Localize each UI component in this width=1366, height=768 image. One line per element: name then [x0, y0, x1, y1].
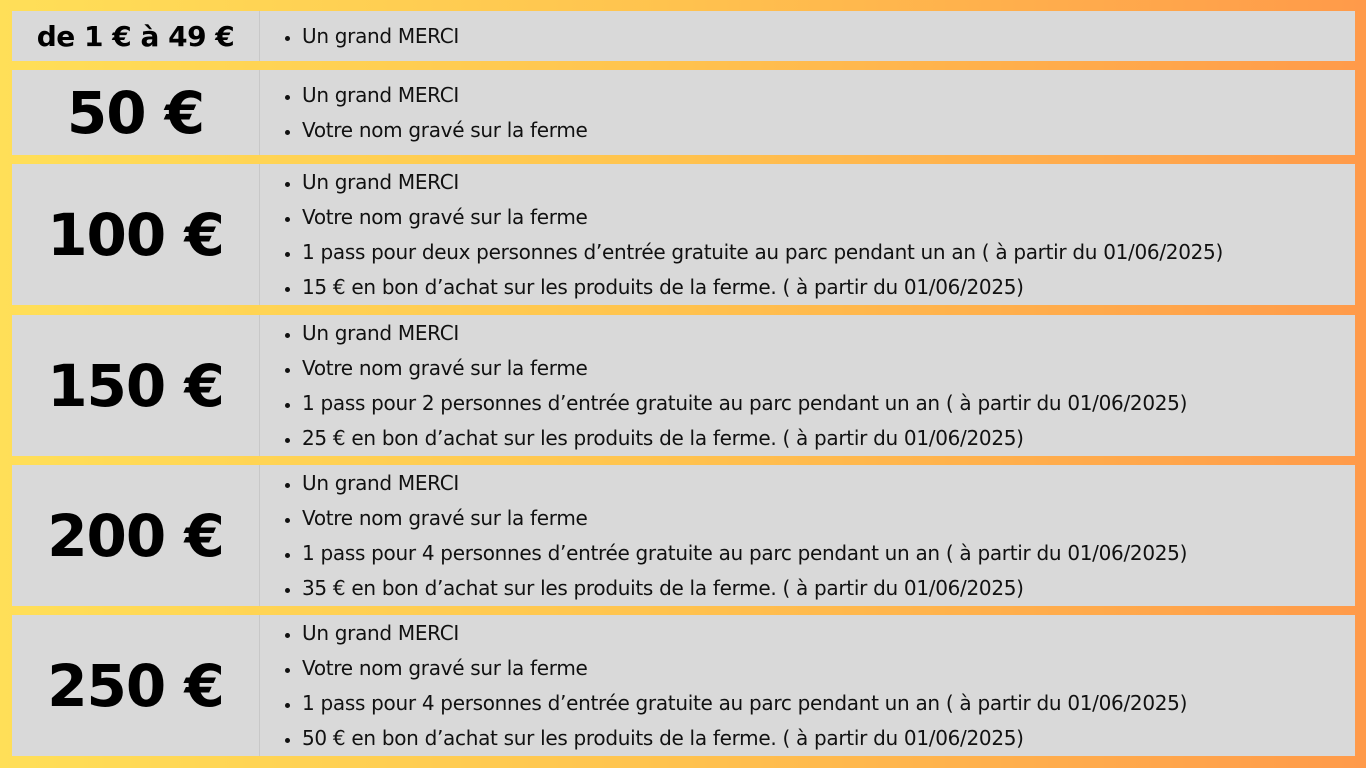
benefit-item: • 1 pass pour deux personnes d’entrée gratuite au parc pendant un an ( à partir du 01/06/2025) — [302, 235, 1355, 270]
tier-amount: de 1 € à 49 € — [12, 11, 260, 61]
tier-benefits-list — [260, 164, 1355, 305]
benefit-item: • 1 pass pour 2 personnes d’entrée gratuite au parc pendant un an ( à partir du 01/06/2025) — [302, 386, 1355, 421]
benefit-item: • Votre nom gravé sur la ferme — [302, 651, 1355, 686]
benefit-item: • Un grand MERCI — [302, 165, 1355, 200]
tier-amount: 50 € — [12, 70, 260, 155]
tier-benefits-list — [260, 615, 1355, 756]
benefit-item: • Votre nom gravé sur la ferme — [302, 200, 1355, 235]
benefit-item: • 25 € en bon d’achat sur les produits de la ferme. ( à partir du 01/06/2025) — [302, 421, 1355, 456]
benefit-item: • 35 € en bon d’achat sur les produits de la ferme. ( à partir du 01/06/2025) — [302, 571, 1355, 606]
tier-row-100 — [12, 164, 1355, 305]
tier-benefits-list — [260, 465, 1355, 606]
tier-row-200 — [12, 465, 1355, 606]
benefit-item: • Un grand MERCI — [302, 466, 1355, 501]
benefit-item: • 1 pass pour 4 personnes d’entrée gratuite au parc pendant un an ( à partir du 01/06/2025) — [302, 536, 1355, 571]
tier-amount: 250 € — [12, 615, 260, 756]
tier-amount: 150 € — [12, 315, 260, 456]
benefit-item: • Votre nom gravé sur la ferme — [302, 351, 1355, 386]
benefit-item: • Un grand MERCI — [302, 316, 1355, 351]
tier-row-250 — [12, 615, 1355, 756]
benefit-item: • Un grand MERCI — [302, 19, 1355, 54]
benefit-item: • Un grand MERCI — [302, 616, 1355, 651]
benefit-item: • 50 € en bon d’achat sur les produits de la ferme. ( à partir du 01/06/2025) — [302, 721, 1355, 756]
benefit-item: • Votre nom gravé sur la ferme — [302, 501, 1355, 536]
tier-amount: 100 € — [12, 164, 260, 305]
benefit-item: • Un grand MERCI — [302, 78, 1355, 113]
tier-row-150 — [12, 315, 1355, 456]
tier-row-50 — [12, 70, 1355, 155]
benefit-item: • 15 € en bon d’achat sur les produits de la ferme. ( à partir du 01/06/2025) — [302, 270, 1355, 305]
tier-benefits-list — [260, 11, 1355, 61]
benefit-item: • Votre nom gravé sur la ferme — [302, 113, 1355, 148]
benefit-item: • 1 pass pour 4 personnes d’entrée gratuite au parc pendant un an ( à partir du 01/06/2025) — [302, 686, 1355, 721]
tier-row-1-49 — [12, 11, 1355, 61]
tier-amount: 200 € — [12, 465, 260, 606]
tier-benefits-list — [260, 70, 1355, 155]
tier-benefits-list — [260, 315, 1355, 456]
